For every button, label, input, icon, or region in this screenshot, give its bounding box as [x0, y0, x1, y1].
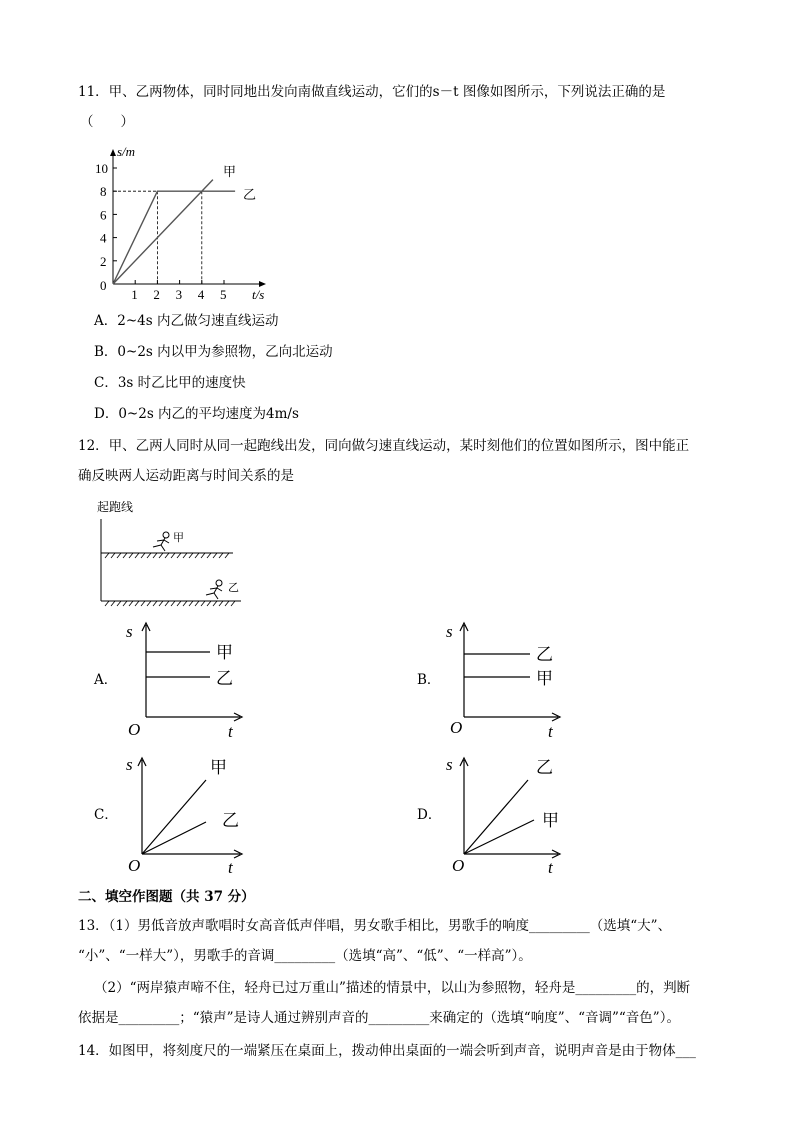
q13-line3: （2）“两岸猿声啼不住，轻舟已过万重山”描述的情景中，以山为参照物，轻舟是_________的，判断 — [94, 980, 691, 996]
line-yi — [464, 780, 528, 854]
x-tick-label: 4 — [197, 287, 205, 302]
y-tick-label: 10 — [95, 161, 108, 176]
axis-t-label: t — [228, 722, 233, 739]
q11-answer-paren: （ ） — [80, 114, 134, 130]
axis-s-label: s — [126, 755, 133, 774]
axis-s-label: s — [446, 622, 453, 641]
axis-t-label: t — [228, 858, 233, 876]
label-yi: 乙 — [216, 669, 233, 688]
series-jia-line — [113, 180, 213, 284]
label-yi: 乙 — [222, 811, 239, 830]
q11-option-c: C．3s 时乙比甲的速度快 — [94, 375, 246, 391]
q11-option-d: D．0~2s 内乙的平均速度为4m/s — [94, 406, 299, 422]
q12-option-a-label: A． — [94, 672, 118, 688]
q11-origin: 0 — [100, 278, 107, 293]
q11-xlabel: t/s — [252, 287, 265, 302]
axis-t-label: t — [548, 858, 553, 876]
line-yi — [142, 822, 206, 854]
label-jia: 甲 — [216, 643, 233, 662]
axis-t-label: t — [548, 722, 553, 739]
runner-yi-icon — [206, 580, 222, 599]
q11-stem: 11．甲、乙两物体，同时同地出发向南做直线运动，它们的s－t 图像如图所示，下列说法正确的是 — [78, 84, 666, 100]
q11-label-jia: 甲 — [223, 164, 237, 179]
q12-runners-figure — [95, 497, 255, 612]
q11-option-a: A．2~4s 内乙做匀速直线运动 — [94, 313, 279, 329]
q11-ylabel: s/m — [117, 144, 136, 159]
runner-jia-icon — [153, 532, 169, 551]
runner-jia-label: 甲 — [173, 532, 184, 544]
q11-st-graph — [95, 138, 275, 303]
q14-line1: 14．如图甲，将刻度尺的一端紧压在桌面上，拨动伸出桌面的一端会听到声音，说明声音是由于物体___ — [78, 1043, 696, 1059]
q12-option-d-label: D． — [417, 807, 442, 823]
y-tick-label: 6 — [100, 207, 107, 223]
line-jia — [464, 820, 534, 854]
origin-label: O — [128, 720, 141, 739]
origin-label: O — [128, 856, 141, 875]
q12-option-d-graph — [444, 752, 574, 876]
q13-line2: “小”、“一样大”），男歌手的音调_________（选填“高”、“低”、“一样高”）。 — [78, 948, 532, 964]
q12-option-b-graph — [444, 617, 574, 739]
x-tick-label: 5 — [220, 287, 227, 302]
q12-line1: 12．甲、乙两人同时从同一起跑线出发，同向做匀速直线运动，某时刻他们的位置如图所示，图中能正 — [78, 438, 690, 454]
q13-line4: 依据是_________；“猿声”是诗人通过辨别声音的_________来确定的（选填“响度”、“音调”“音色”）。 — [78, 1010, 680, 1026]
origin-label: O — [450, 718, 463, 737]
section-title: 二、填空作图题（共 37 分） — [78, 889, 255, 905]
x-tick-label: 3 — [175, 287, 183, 302]
label-yi: 乙 — [536, 645, 553, 664]
x-tick-label: 1 — [131, 287, 138, 302]
x-tick-label: 2 — [153, 287, 160, 302]
origin-label: O — [452, 856, 465, 875]
label-jia: 甲 — [536, 669, 553, 688]
label-yi: 乙 — [536, 758, 553, 777]
start-line-label: 起跑线 — [97, 500, 134, 514]
axis-s-label: s — [126, 622, 133, 641]
q12-option-c-label: C． — [94, 807, 118, 823]
q13-line1: 13．（1）男低音放声歌唱时女高音低声伴唱，男女歌手相比，男歌手的响度_________（选填“大”、 — [78, 918, 672, 934]
series-yi-line — [113, 191, 235, 284]
axis-s-label: s — [446, 755, 453, 774]
y-tick-label: 4 — [100, 230, 107, 246]
runner-yi-label: 乙 — [228, 582, 239, 594]
line-jia — [142, 780, 206, 854]
q12-option-c-graph — [126, 752, 256, 876]
y-tick-label: 2 — [100, 253, 107, 269]
q12-line2: 确反映两人运动距离与时间关系的是 — [78, 468, 294, 484]
label-jia: 甲 — [210, 758, 227, 777]
y-tick-label: 8 — [100, 184, 107, 200]
q12-option-b-label: B． — [417, 672, 441, 688]
label-jia: 甲 — [542, 811, 559, 830]
q11-label-yi: 乙 — [243, 187, 257, 202]
q12-option-a-graph — [126, 617, 256, 739]
q11-option-b: B．0~2s 内以甲为参照物，乙向北运动 — [94, 344, 333, 360]
